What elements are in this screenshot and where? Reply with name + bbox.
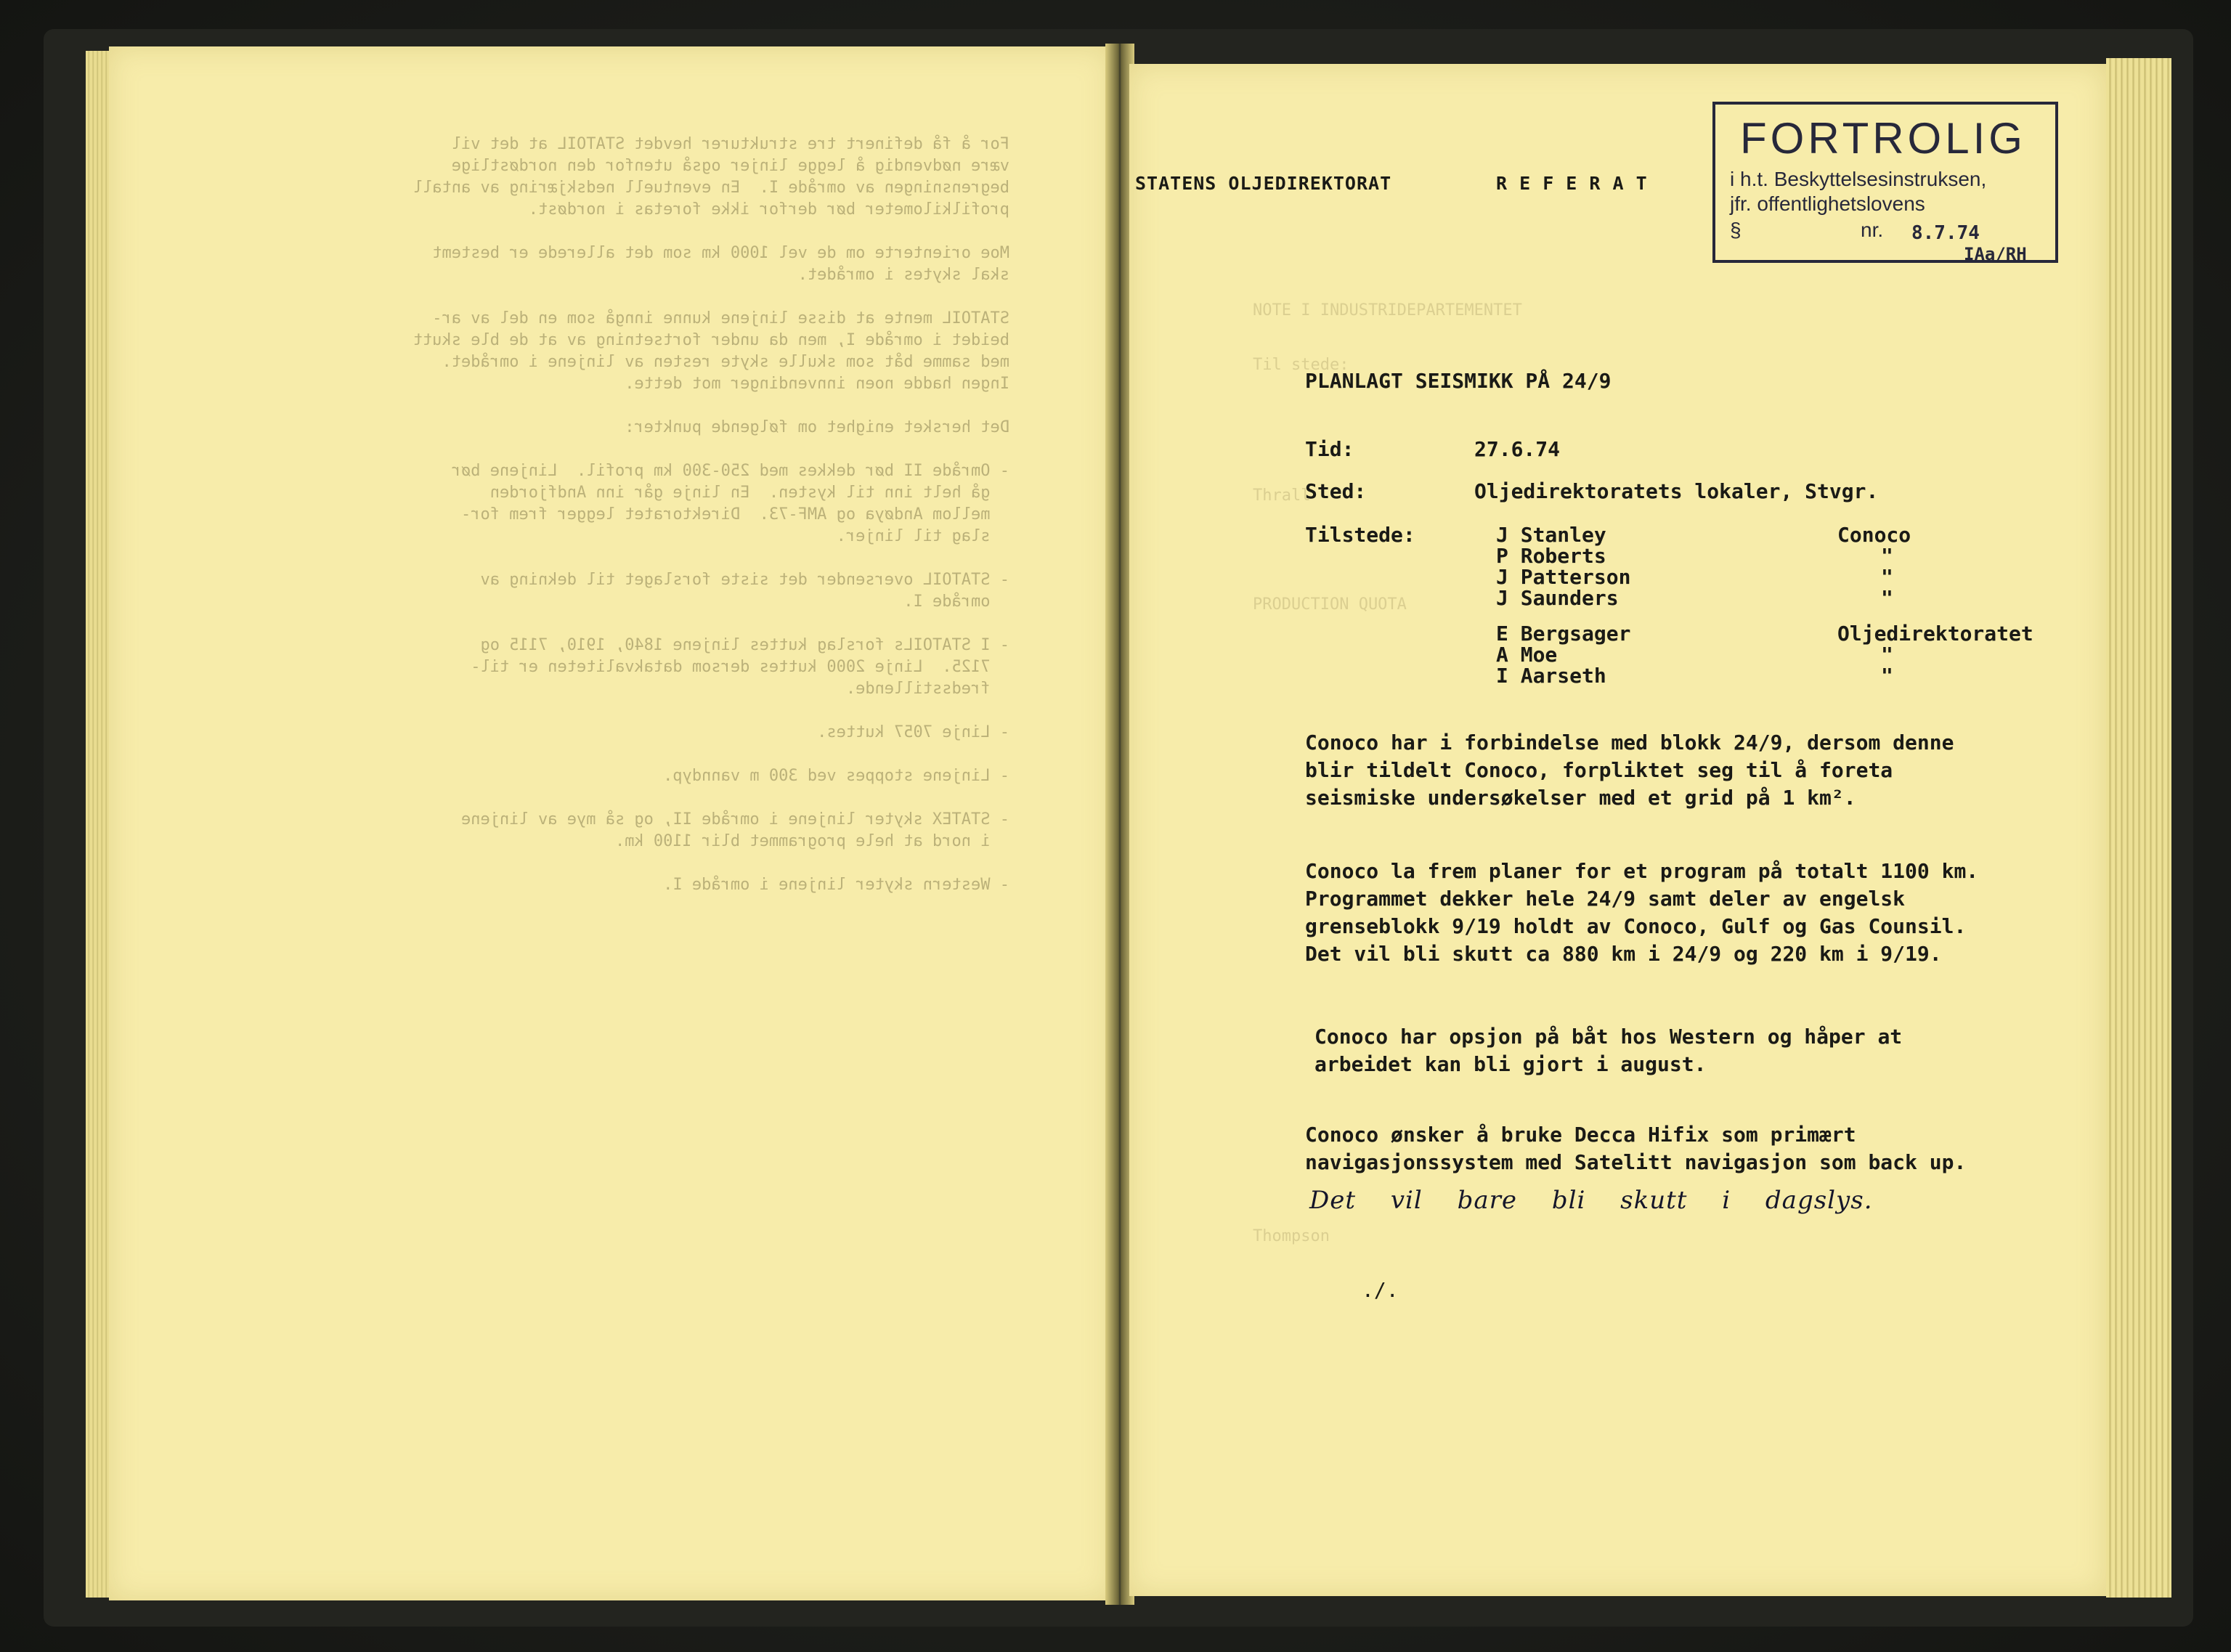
ghost-line: PRODUCTION QUOTA xyxy=(1253,595,1407,614)
bleed-line: - Linje 7057 kuttes. xyxy=(817,723,1009,741)
attendee-organization: " xyxy=(1881,544,1893,568)
body-line: navigasjonssystem med Satelitt navigasjon som back up. xyxy=(1305,1150,1967,1174)
attendee-organization: " xyxy=(1881,664,1893,688)
bleed-line xyxy=(413,395,1009,417)
tilstede-label: Tilstede: xyxy=(1305,523,1415,547)
bleed-through-text xyxy=(109,46,1111,1600)
body-line: Conoco har i forbindelse med blokk 24/9, dersom denne xyxy=(1305,731,1954,754)
attendee-name: J Patterson xyxy=(1496,565,1631,589)
body-line: seismiske undersøkelser med et grid på 1 km². xyxy=(1305,786,1856,810)
attendee-organization: " xyxy=(1881,586,1893,610)
attendee-name: J Stanley xyxy=(1496,523,1606,547)
body-line: grenseblokk 9/19 holdt av Conoco, Gulf og Gas Counsil. xyxy=(1305,914,1967,938)
stamp-date: 8.7.74 xyxy=(1911,222,1980,244)
bleed-line: fredsstillende. xyxy=(845,680,1009,698)
attendee-organization: Conoco xyxy=(1837,523,1911,547)
bleed-line: Ingen hadde noen innvendinger mot dette. xyxy=(625,375,1009,393)
bleed-line: mellom Andøya og AMF-73. Direktoratet legger frem for- xyxy=(461,505,1009,524)
page-stack-right xyxy=(2106,58,2171,1598)
bleed-line xyxy=(413,221,1009,243)
bleed-line: STATOIL mente at disse linjene kunne inngå som en del av ar- xyxy=(432,309,1009,327)
bleed-line xyxy=(413,286,1009,308)
stamp-title: FORTROLIG xyxy=(1740,114,2026,163)
bleed-line: med samme båt som skulle skyte resten av linjene i området. xyxy=(442,353,1009,371)
attendee-name: P Roberts xyxy=(1496,544,1606,568)
document-type: R E F E R A T xyxy=(1496,173,1648,194)
stamp-code: IAa/RH xyxy=(1964,244,2027,264)
tid-label: Tid: xyxy=(1305,437,1354,461)
bleed-line xyxy=(413,853,1009,874)
bleed-line: i nord at hele programmet blir 1100 km. xyxy=(614,832,1009,850)
bleed-line: - Linjene stoppes ved 300 m vanndyp. xyxy=(663,767,1009,785)
bleed-line xyxy=(413,548,1009,569)
bleed-line: slag til linjer. xyxy=(836,527,1009,545)
bleed-line xyxy=(413,700,1009,722)
stamp-nr-label: nr. xyxy=(1861,219,1884,241)
bleed-line: begrensningen av område I. En eventuell nedskjæring av antall xyxy=(413,179,1009,197)
body-line: Conoco ønsker å bruke Decca Hifix som primært xyxy=(1305,1123,1856,1147)
continuation-mark: ./. xyxy=(1362,1278,1399,1302)
bleed-line: Det hersket enighet om følgende punkter: xyxy=(625,418,1009,436)
bleed-line xyxy=(413,744,1009,765)
body-line: arbeidet kan bli gjort i august. xyxy=(1314,1052,1707,1076)
bleed-line: være nødvendig å legge linjer også utenfor den nordøstlige xyxy=(451,157,1009,175)
attendee-organization: Oljedirektoratet xyxy=(1837,622,2033,646)
bleed-line: For å få definert tre strukturer hevdet STATOIL at det vil xyxy=(451,135,1009,153)
bleed-line: Moe orienterte om de vel 1000 km som det allerede er bestemt xyxy=(432,244,1009,262)
attendee-organization: " xyxy=(1881,565,1893,589)
attendee-name: A Moe xyxy=(1496,643,1558,667)
bleed-line xyxy=(413,787,1009,809)
bleed-line: - Område II bør dekkes med 250-300 km profil. Linjene bør xyxy=(451,462,1009,480)
bleed-line: skal skytes i området. xyxy=(797,266,1009,284)
body-line: Programmet dekker hele 24/9 samt deler av engelsk xyxy=(1305,887,1906,911)
subject-line: PLANLAGT SEISMIKK PÅ 24/9 xyxy=(1305,369,1612,393)
left-page xyxy=(109,46,1111,1600)
stamp-line-2: jfr. offentlighetslovens xyxy=(1730,192,1925,215)
handwritten-note: Det vil bare bli skutt i dagslys. xyxy=(1309,1186,1873,1215)
body-line: Det vil bli skutt ca 880 km i 24/9 og 220 km i 9/19. xyxy=(1305,942,1942,966)
ghost-line: Thrall xyxy=(1253,487,1311,505)
sted-value: Oljedirektoratets lokaler, Stvgr. xyxy=(1474,479,1879,503)
bleed-line: 7125. Linje 2000 kuttes dersom datakvaliteten er til- xyxy=(471,658,1009,676)
attendee-name: J Saunders xyxy=(1496,586,1619,610)
attendee-name: E Bergsager xyxy=(1496,622,1631,646)
body-line: blir tildelt Conoco, forpliktet seg til å foreta xyxy=(1305,758,1893,782)
bleed-line: beidet i område I, men da under fortsetning av at de ble skutt xyxy=(413,331,1009,349)
stamp-line-1: i h.t. Beskyttelsesinstruksen, xyxy=(1730,168,1987,190)
bleed-line xyxy=(413,439,1009,460)
bleed-line xyxy=(413,613,1009,635)
bleed-line: område I. xyxy=(903,593,1009,611)
bleed-line: profilkilometer bør derfor ikke foretas i nordøst. xyxy=(528,200,1009,219)
sted-label: Sted: xyxy=(1305,479,1367,503)
bleed-text-block xyxy=(413,134,1009,896)
bleed-line: - STATEX skyter linjene i område II, og så mye av linjene xyxy=(461,810,1009,829)
bleed-line: gå helt inn til kysten. En linje går inn Andfjorden xyxy=(489,484,1009,502)
right-page xyxy=(1129,64,2106,1596)
body-line: Conoco la frem planer for et program på totalt 1100 km. xyxy=(1305,859,1979,883)
ghost-line: Thompson xyxy=(1253,1227,1330,1245)
attendee-name: I Aarseth xyxy=(1496,664,1606,688)
confidential-stamp xyxy=(1712,102,2058,263)
bleed-line: - I STATOILs forslag kuttes linjene 1840, 1910, 7115 og xyxy=(480,636,1009,654)
body-line: Conoco har opsjon på båt hos Western og håper at xyxy=(1314,1025,1903,1049)
stamp-paragraph-label: § xyxy=(1730,219,1742,241)
ghost-line: Til stede: xyxy=(1253,356,1349,374)
org-header: STATENS OLJEDIREKTORAT xyxy=(1135,173,1392,194)
bleed-line: - STATOIL oversender det siste forslaget til dekning av xyxy=(480,571,1009,589)
attendee-organization: " xyxy=(1881,643,1893,667)
tid-value: 27.6.74 xyxy=(1474,437,1561,461)
ghost-line: NOTE I INDUSTRIDEPARTEMENTET xyxy=(1253,301,1522,320)
bleed-line: - Western skyter linjene i område I. xyxy=(663,876,1009,894)
